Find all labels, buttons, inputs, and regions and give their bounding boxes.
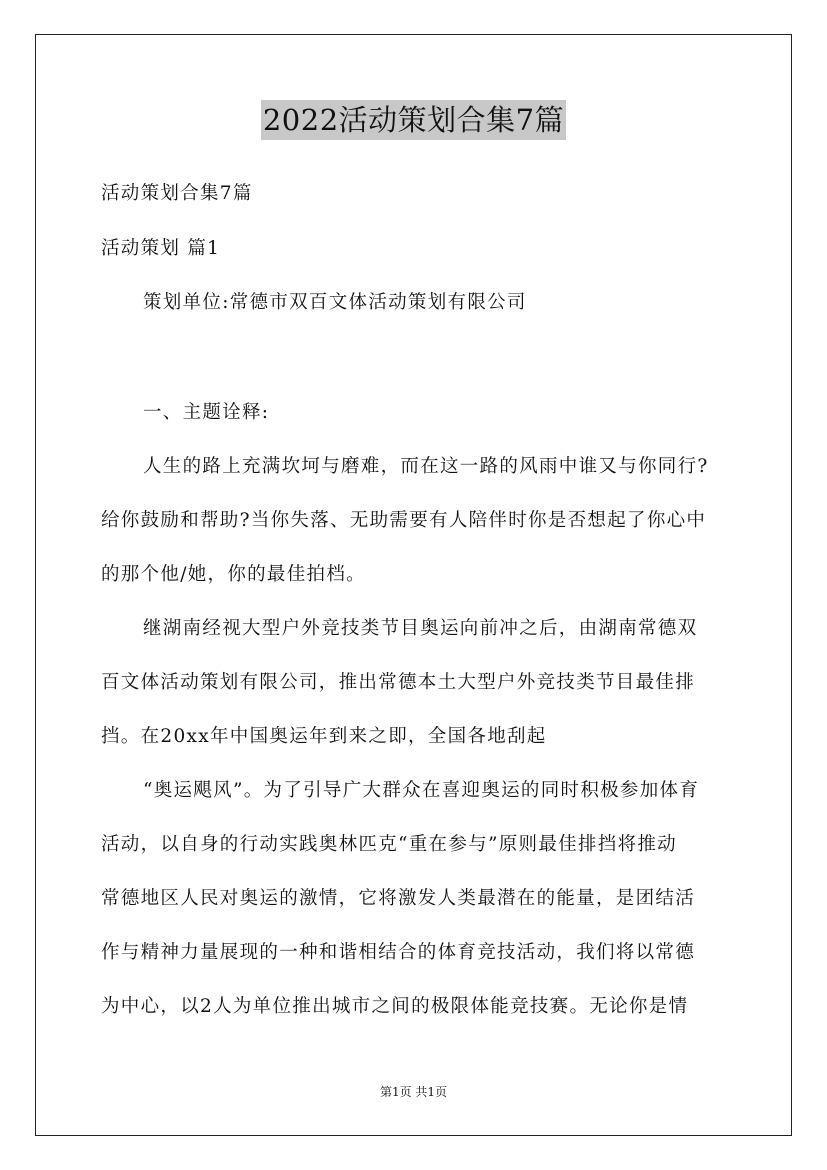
body-line: 作与精神力量展现的一种和谐相结合的体育竞技活动，我们将以常德	[101, 942, 696, 963]
page-footer: 第1页 共1页	[379, 1085, 448, 1099]
document-title: 2022活动策划合集7篇	[261, 100, 566, 140]
body-line: 活动，以自身的行动实践奥林匹克“重在参与”原则最佳排挡将推动	[101, 834, 677, 855]
body-line: 人生的路上充满坎坷与磨难，而在这一路的风雨中谁又与你同行?	[143, 456, 709, 477]
body-line: 常德地区人民对奥运的激情，它将激发人类最潜在的能量，是团结活	[101, 888, 696, 909]
document-subtitle: 活动策划合集7篇	[101, 183, 253, 204]
organizer-line: 策划单位:常德市双百文体活动策划有限公司	[143, 292, 527, 313]
body-line: 挡。在20xx年中国奥运年到来之即，全国各地刮起	[101, 726, 547, 747]
theme-heading: 一、主题诠释:	[143, 402, 270, 423]
body-line: 为中心，以2人为单位推出城市之间的极限体能竞技赛。无论你是情	[101, 996, 689, 1017]
body-line: 的那个他/她，你的最佳拍档。	[101, 564, 366, 585]
body-line: 给你鼓励和帮助?当你失落、无助需要有人陪伴时你是否想起了你心中	[101, 510, 707, 531]
title-container	[0, 100, 827, 140]
section-heading: 活动策划 篇1	[101, 238, 221, 259]
body-line: “奥运飓风”。为了引导广大群众在喜迎奥运的同时积极参加体育	[143, 780, 700, 801]
body-line: 百文体活动策划有限公司，推出常德本土大型户外竞技类节目最佳排	[101, 672, 696, 693]
body-line: 继湖南经视大型户外竞技类节目奥运向前冲之后，由湖南常德双	[143, 618, 698, 639]
